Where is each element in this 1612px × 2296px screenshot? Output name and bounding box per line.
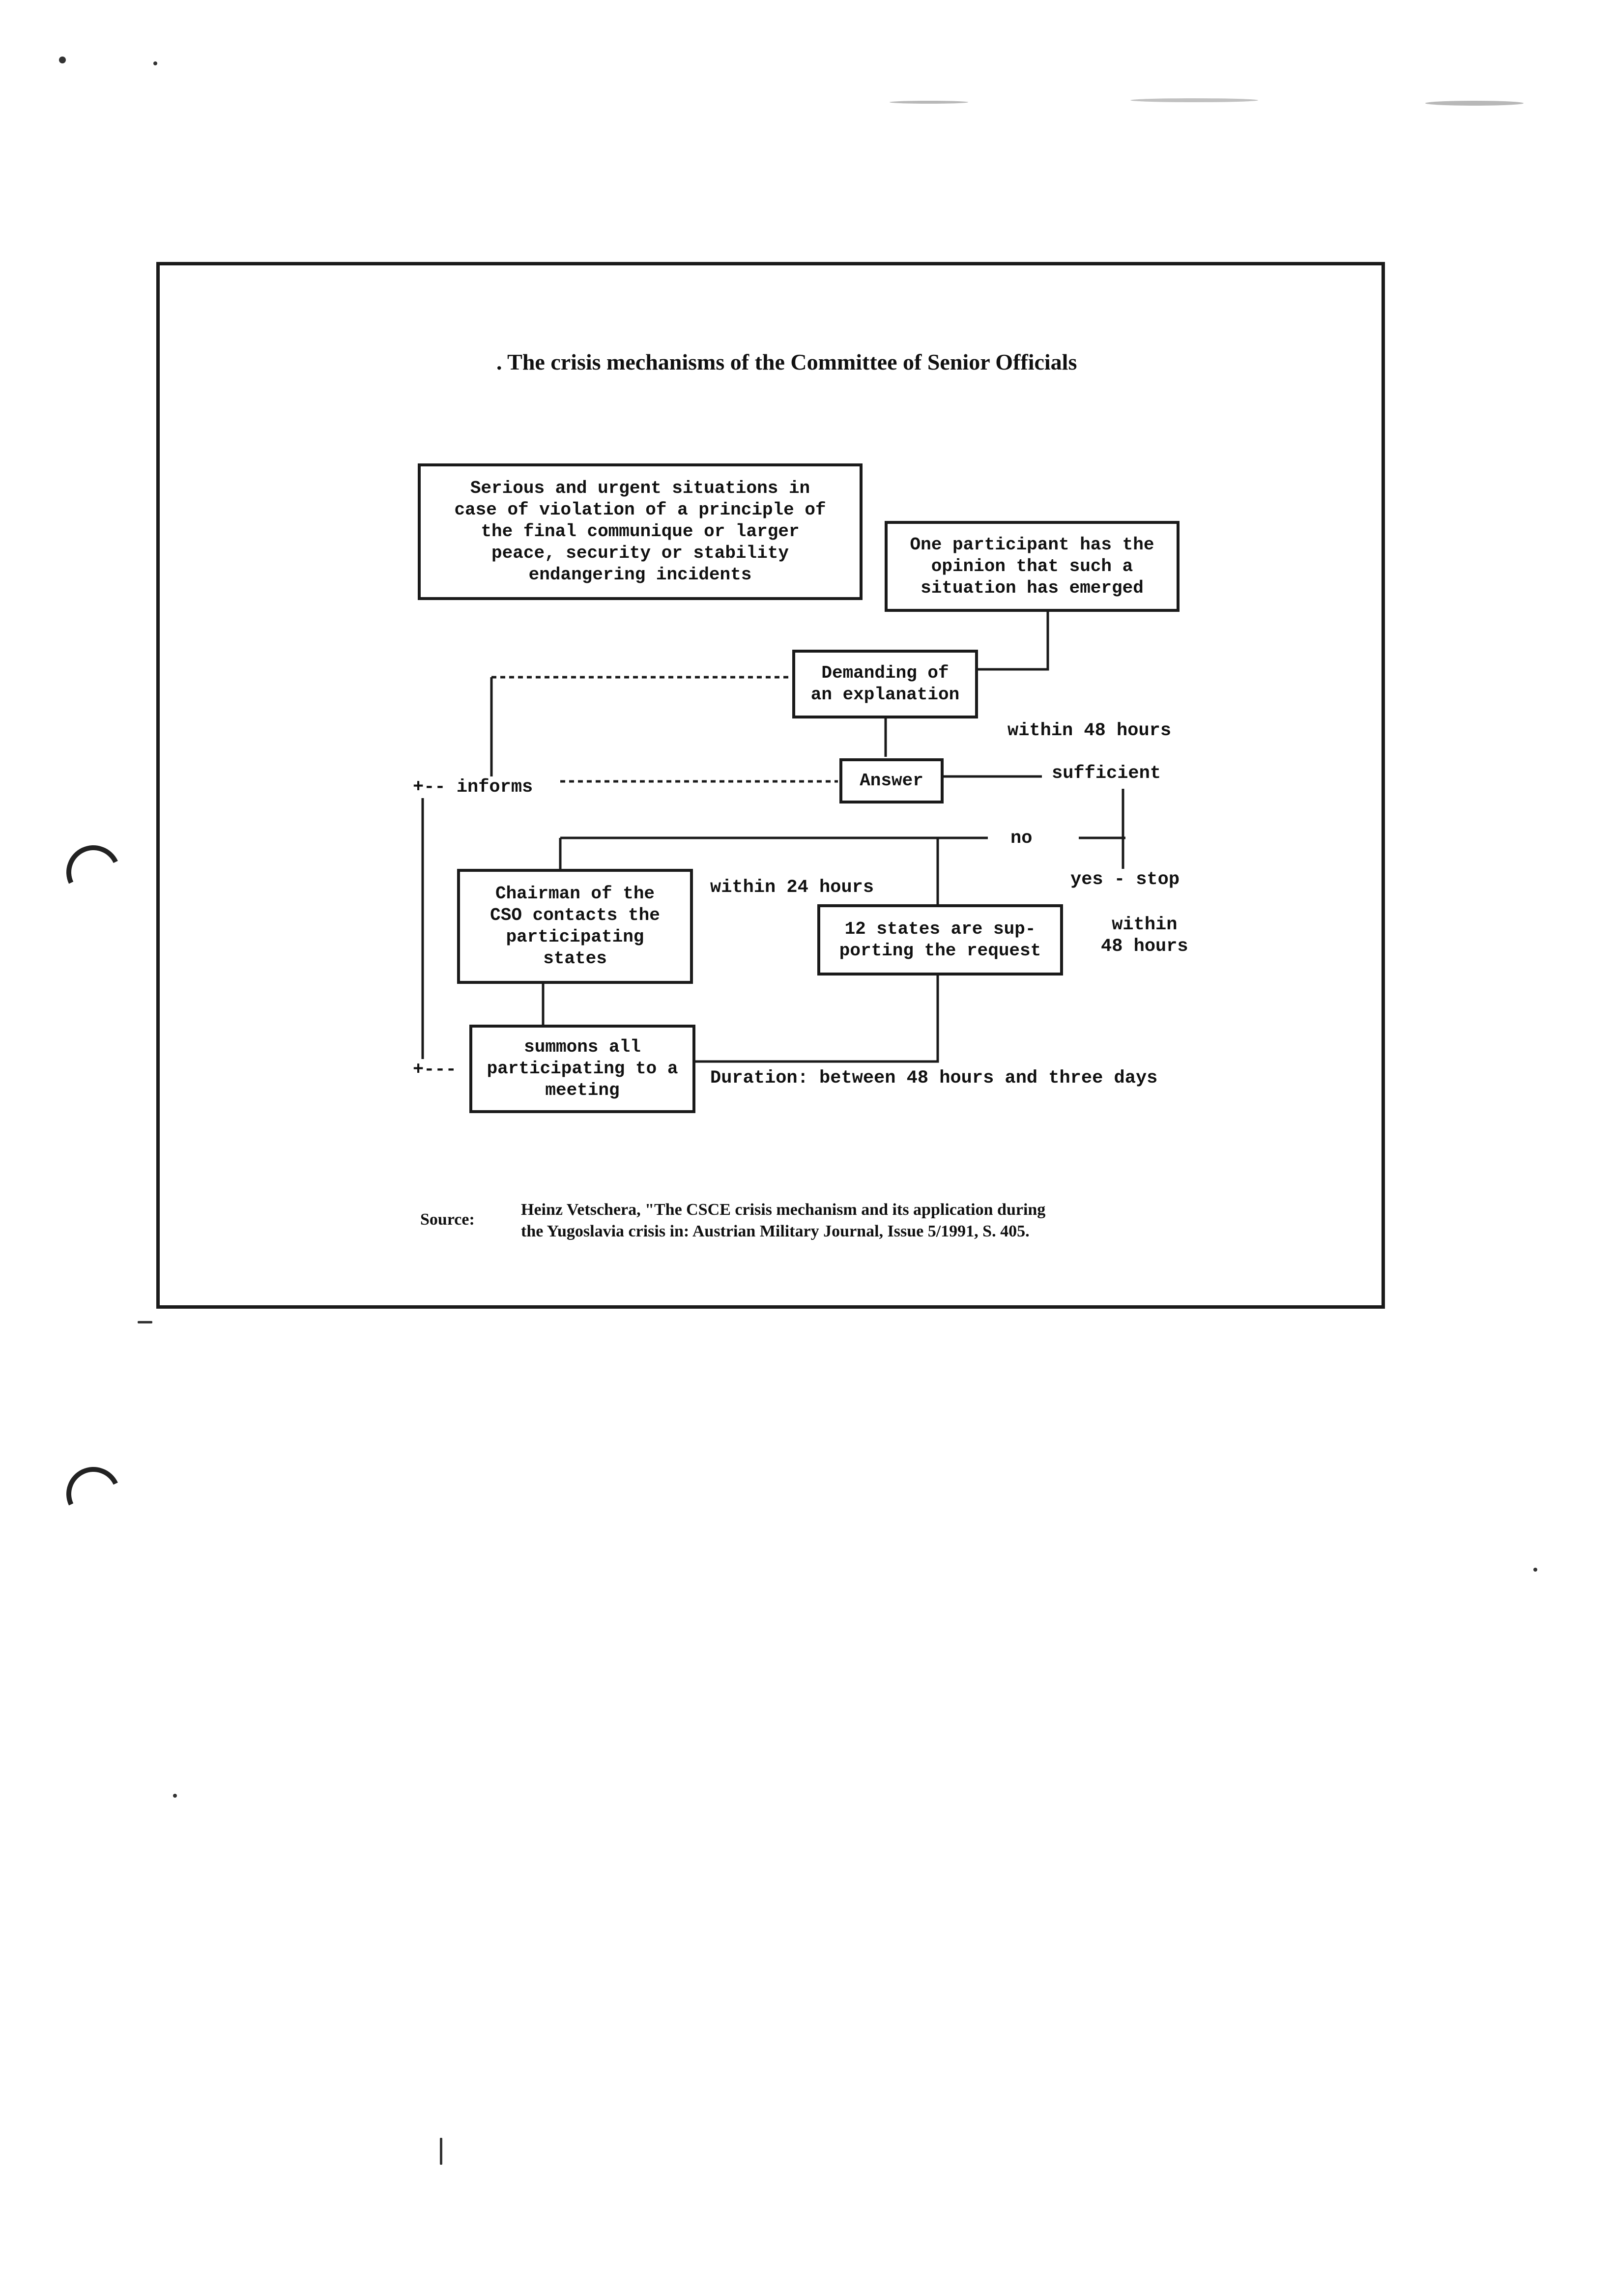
- label-within-24-hours: within 24 hours: [710, 877, 874, 898]
- label-no: no: [1008, 828, 1035, 849]
- connector-states-summons: [695, 976, 938, 1062]
- box-serious-situations: Serious and urgent situations in case of violation of a principle of the final communique or larger peace, security or stability endangering incidents: [418, 463, 863, 600]
- label-within-48-hours-right: within 48 hours: [1101, 915, 1188, 957]
- box-chairman-contacts: Chairman of the CSO contacts the participating states: [457, 869, 693, 984]
- label-within-48-hours: within 48 hours: [1008, 720, 1172, 741]
- box-answer: Answer: [839, 758, 944, 804]
- figure-title: . The crisis mechanisms of the Committee of Senior Officials: [496, 349, 1077, 374]
- box-participant-opinion: One participant has the opinion that such a situation has emerged: [885, 521, 1180, 612]
- box-12-states: 12 states are sup- porting the request: [817, 904, 1063, 976]
- label-arrow-left: +---: [413, 1060, 457, 1080]
- label-yes-stop: yes - stop: [1070, 869, 1180, 890]
- source-citation: Heinz Vetschera, "The CSCE crisis mechanism and its application during the Yugoslavia crisis in: Austrian Military Journal, Issue 5/1991, S. 405.: [521, 1201, 1046, 1240]
- source-label: Source:: [420, 1210, 475, 1229]
- connector-participant-demanding: [978, 604, 1048, 669]
- box-summons-meeting: summons all participating to a meeting: [469, 1025, 695, 1113]
- box-demanding-explanation: Demanding of an explanation: [792, 650, 978, 718]
- label-duration: Duration: between 48 hours and three days: [710, 1068, 1158, 1089]
- label-informs: +-- informs: [413, 777, 533, 798]
- label-sufficient: sufficient: [1052, 763, 1161, 784]
